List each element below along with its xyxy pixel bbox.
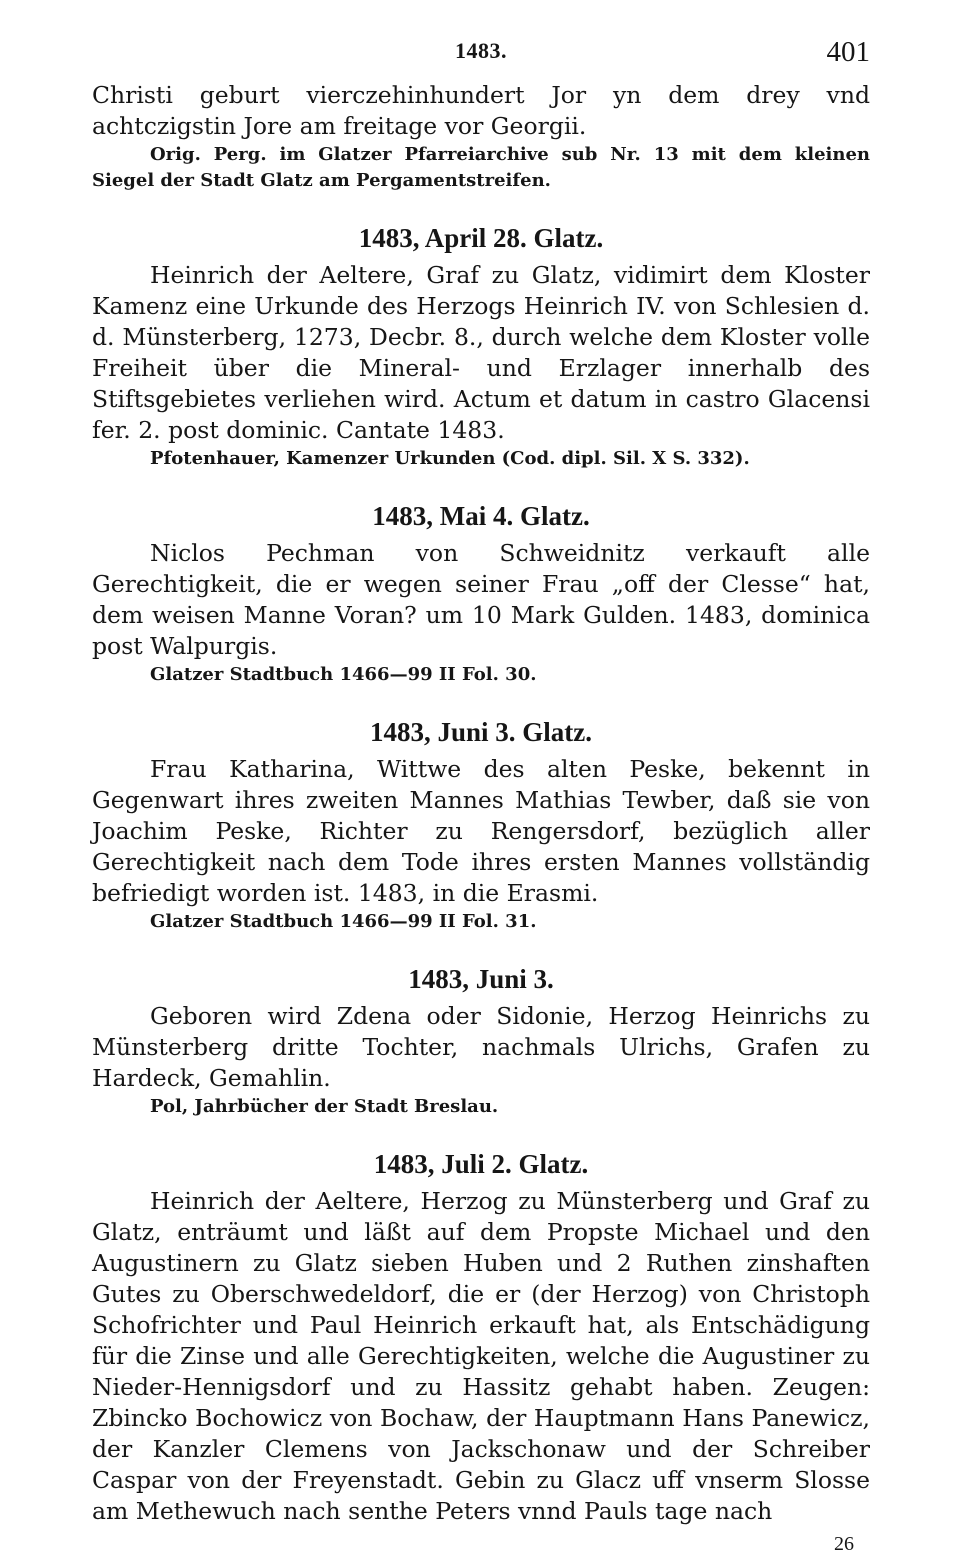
entry-1483-juli-2 bbox=[92, 1148, 870, 1527]
entry-source: Pfotenhauer, Kamenzer Urkunden (Cod. dipl. Sil. X S. 332). bbox=[150, 448, 750, 469]
entry-source: Glatzer Stadtbuch 1466—99 II Fol. 31. bbox=[150, 911, 537, 932]
running-head bbox=[92, 34, 870, 80]
continuation-source: Orig. Perg. im Glatzer Pfarreiarchive sub Nr. 13 mit dem kleinen Siegel der Stadt Glatz am Pergamentstreifen. bbox=[92, 144, 870, 191]
sheet-signature: 26 bbox=[834, 1533, 854, 1555]
entry-text: Niclos Pechman von Schweidnitz verkauft alle Gerechtigkeit, die er wegen seiner Frau „off der Clesse“ hat, dem weisen Manne Voran? um 10 Mark Gulden. 1483, dominica post Walpurgis. bbox=[92, 539, 870, 660]
entry-heading: 1483, April 28. Glatz. bbox=[358, 223, 604, 253]
entry-1483-juni-3 bbox=[92, 963, 870, 1120]
entry-source: Glatzer Stadtbuch 1466—99 II Fol. 30. bbox=[150, 664, 537, 685]
entry-text: Heinrich der Aeltere, Graf zu Glatz, vidimirt dem Kloster Kamenz eine Urkunde des Herzogs Heinrich IV. von Schlesien d. d. Münsterberg, 1273, Decbr. 8., durch welche dem Kloster volle Freiheit über die Mineral- und Erzlager innerhalb des Stiftsgebietes verliehen wird. Actum et datum in castro Glacensi fer. 2. post dominic. Cantate 1483. bbox=[92, 261, 870, 444]
running-title: 1483. bbox=[455, 38, 507, 63]
entry-text: Frau Katharina, Wittwe des alten Peske, bekennt in Gegenwart ihres zweiten Mannes Mathias Tewber, daß sie von Joachim Peske, Richter zu Rengersdorf, bezüglich aller Gerechtigkeit nach dem Tode ihres ersten Mannes vollständig befriedigt worden ist. 1483, in die Erasmi. bbox=[92, 755, 870, 907]
entry-heading: 1483, Mai 4. Glatz. bbox=[372, 501, 590, 531]
entry-source: Pol, Jahrbücher der Stadt Breslau. bbox=[150, 1096, 499, 1117]
entry-1483-mai-4 bbox=[92, 500, 870, 688]
document-page bbox=[92, 34, 870, 1555]
continuation-block bbox=[92, 80, 870, 194]
entry-1483-juni-3-glatz bbox=[92, 716, 870, 935]
continuation-text: Christi geburt vierczehinhundert Jor yn dem drey vnd achtczigstin Jore am freitage vor Georgii. bbox=[92, 81, 870, 140]
page-number: 401 bbox=[826, 36, 870, 68]
entry-1483-april-28 bbox=[92, 222, 870, 472]
entry-heading: 1483, Juni 3. Glatz. bbox=[369, 717, 592, 747]
entry-text: Heinrich der Aeltere, Herzog zu Münsterberg und Graf zu Glatz, enträumt und läßt auf dem Propste Michael und den Augustinern zu Glatz sieben Huben und 2 Ruthen zinshaften Gutes zu Oberschwedeldorf, die er (der Herzog) von Christoph Schofrichter und Paul Heinrich erkauft hat, als Entschädigung für die Zinse und alle Gerechtigkeiten, welche die Augustiner zu Nieder-Hennigsdorf und zu Hassitz gehabt haben. Zeugen: Zbincko Bochowicz von Bochaw, der Hauptmann Hans Panewicz, der Kanzler Clemens von Jackschonaw und der Schreiber Caspar von der Freyenstadt. Gebin zu Glacz uff vnserm Slosse am Methewuch nach senthe Peters vnnd Pauls tage nach bbox=[92, 1187, 870, 1525]
entry-heading: 1483, Juli 2. Glatz. bbox=[373, 1149, 589, 1179]
entry-heading: 1483, Juni 3. bbox=[408, 964, 554, 994]
entry-text: Geboren wird Zdena oder Sidonie, Herzog Heinrichs zu Münsterberg dritte Tochter, nachmals Ulrichs, Grafen zu Hardeck, Gemahlin. bbox=[92, 1002, 870, 1092]
